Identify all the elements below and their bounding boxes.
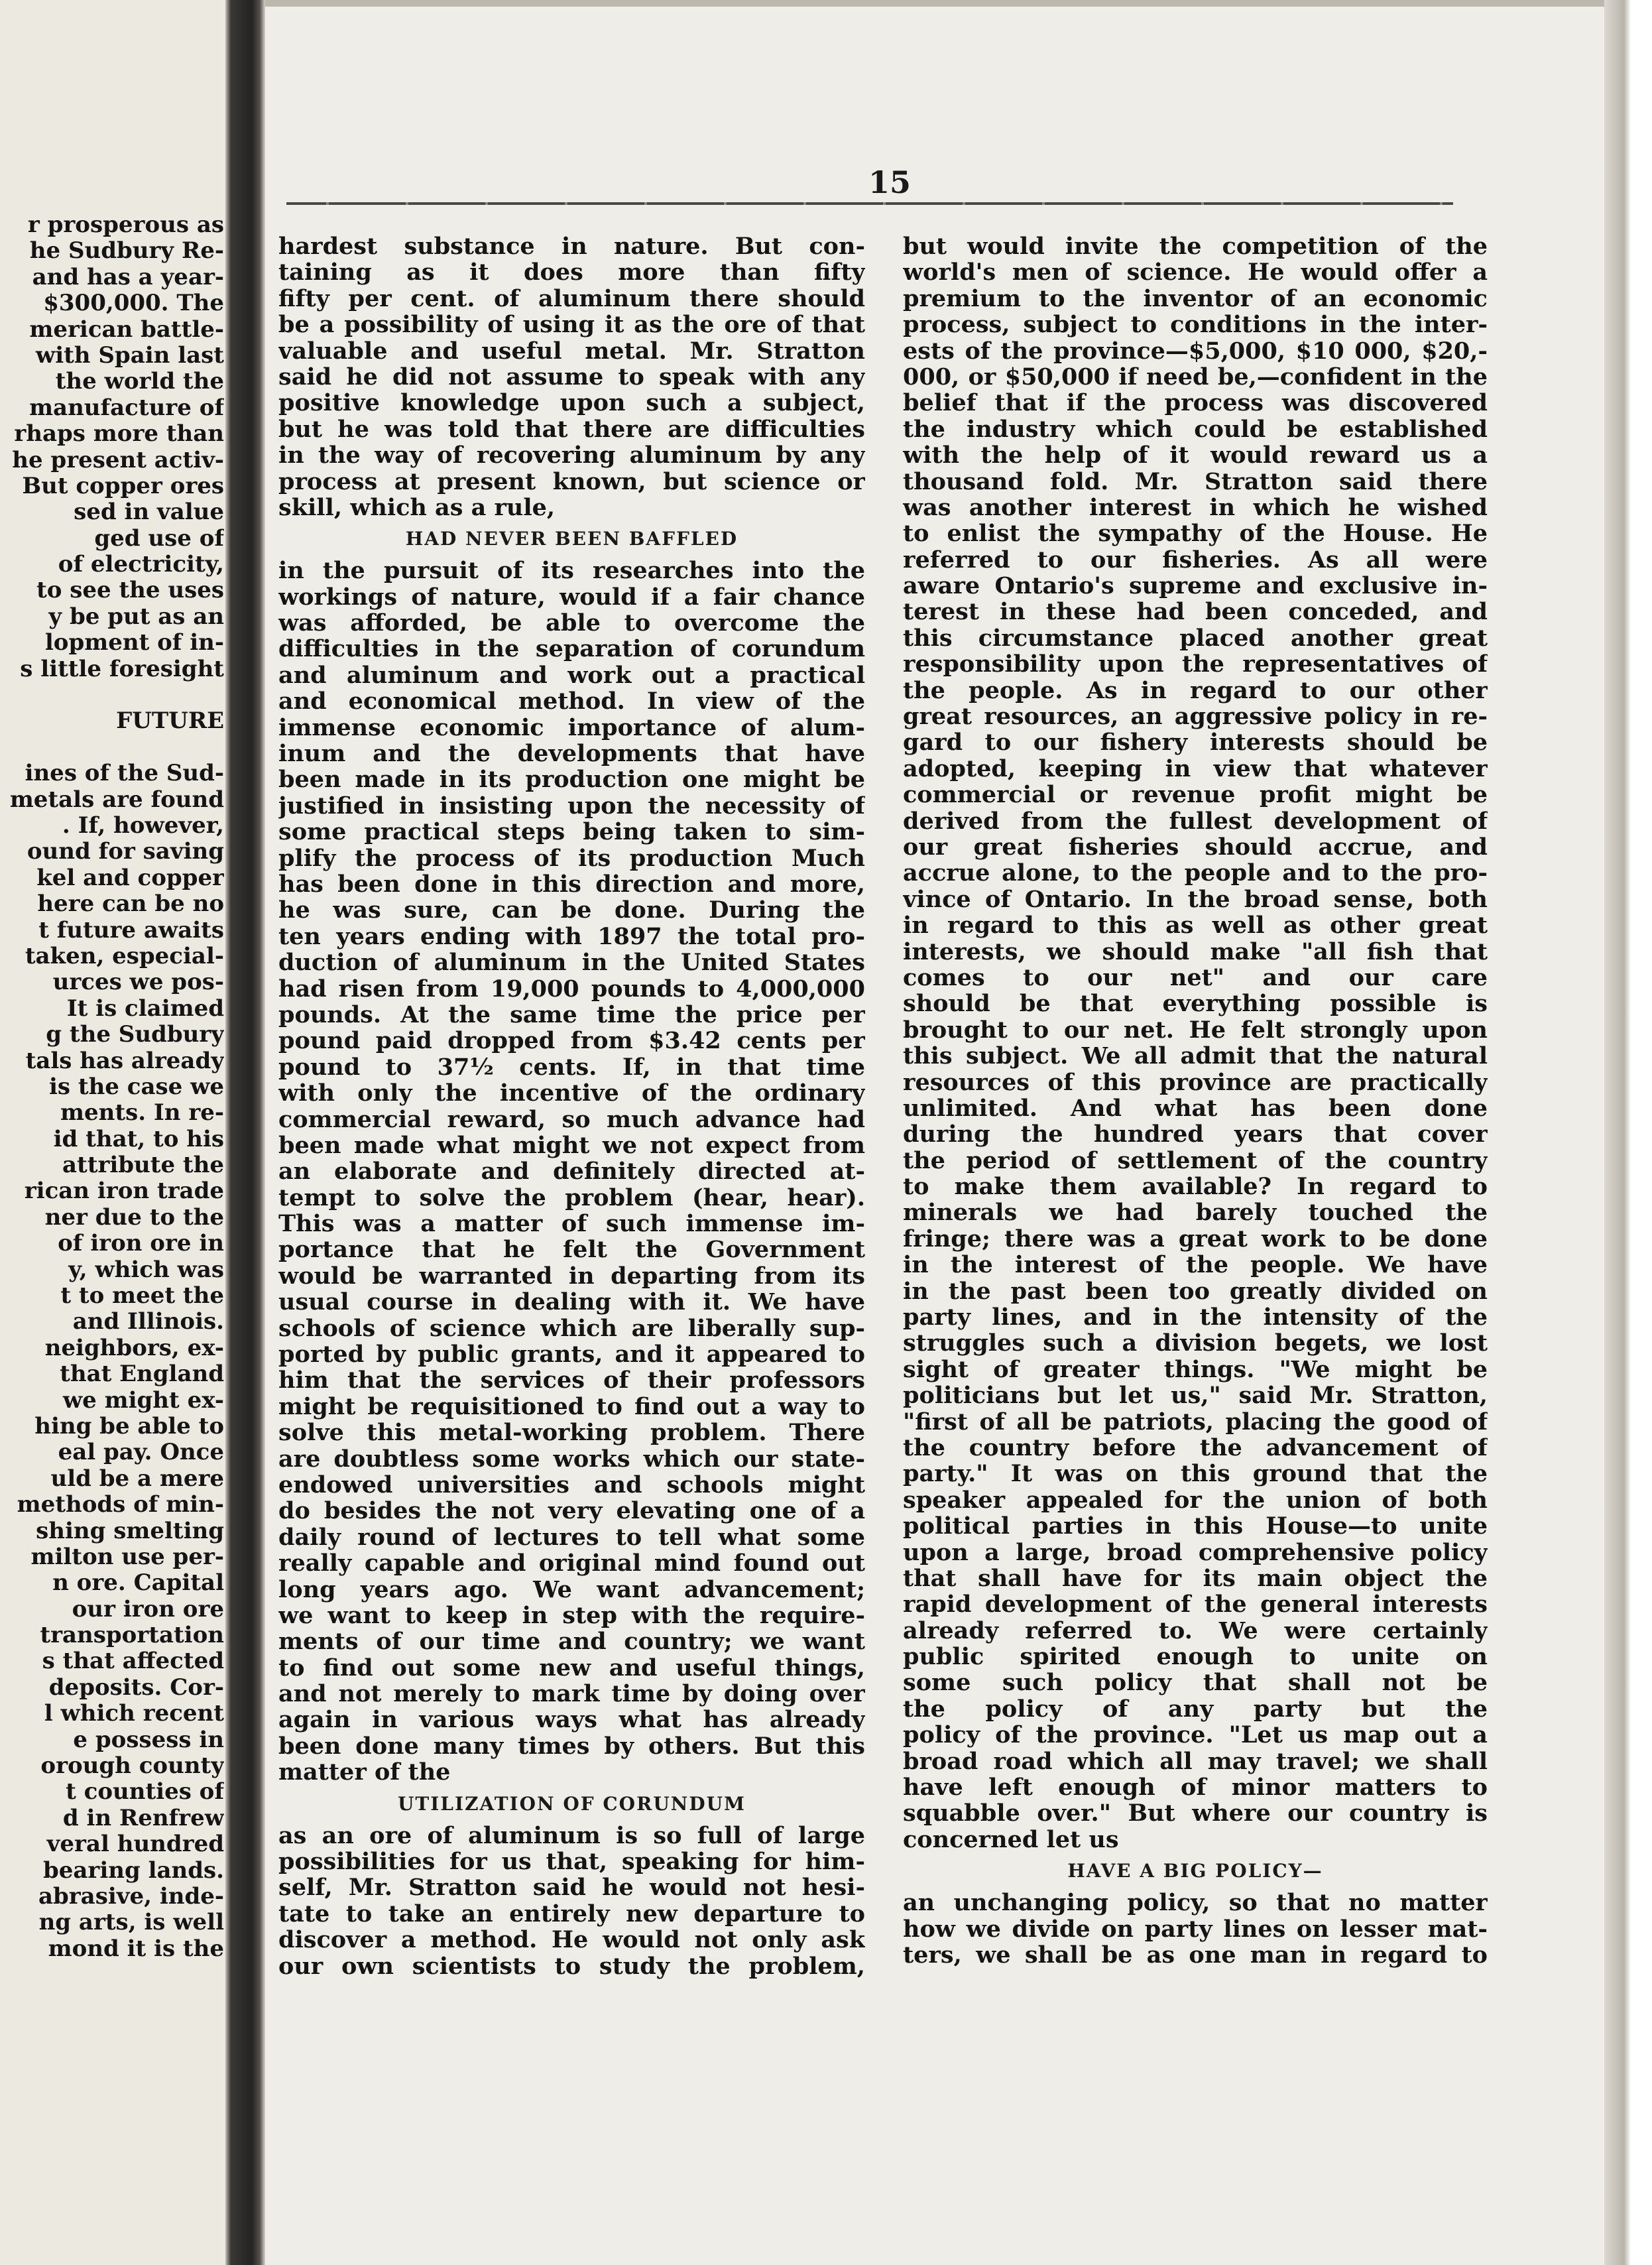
previous-page-column <box>0 212 224 1962</box>
text-line: hardest substance in nature. But con- <box>278 233 865 260</box>
text-line: self, Mr. Stratton said he would not hesi- <box>278 1874 865 1901</box>
text-line: has been done in this direction and more, <box>278 871 865 898</box>
text-line: as an ore of aluminum is so full of large <box>278 1822 865 1849</box>
text-line: tempt to solve the problem (hear, hear). <box>278 1184 865 1211</box>
text-line: pounds. At the same time the price per <box>278 1001 865 1028</box>
text-line: referred to our fisheries. As all were <box>903 546 1488 574</box>
fragment-line: methods of min- <box>17 1492 224 1518</box>
text-line: that shall have for its main object the <box>903 1565 1488 1592</box>
fragment-line: deposits. Cor- <box>48 1674 224 1701</box>
text-line: inum and the developments that have <box>278 741 865 767</box>
text-line: commercial or revenue profit might be <box>903 782 1488 808</box>
text-line: commercial reward, so much advance had <box>278 1106 865 1132</box>
text-line: he was sure, can be done. During the <box>278 897 865 924</box>
text-line: skill, which as a rule, <box>278 494 556 521</box>
text-line: gard to our fishery interests should be <box>903 729 1488 756</box>
text-line: should be that everything possible is <box>903 991 1488 1017</box>
text-line: justified in insisting upon the necessity of <box>278 792 865 820</box>
text-line: resources of this province are practically <box>903 1069 1488 1095</box>
text-line: usual course in dealing with it. We have <box>278 1289 865 1316</box>
text-line: difficulties in the separation of corundum <box>278 636 865 662</box>
text-line: process, subject to conditions in the inter- <box>903 312 1488 338</box>
section-subheading: UTILIZATION OF CORUNDUM <box>397 1792 746 1815</box>
text-line: vince of Ontario. In the broad sense, both <box>903 886 1488 913</box>
text-line: matter of the <box>278 1759 451 1786</box>
fragment-line: manufacture of <box>29 395 224 421</box>
fragment-line: y be put as an <box>48 603 224 630</box>
fragment-line: tals has already <box>25 1048 224 1074</box>
fragment-line: that England <box>60 1361 224 1388</box>
text-line: some such policy that shall not be <box>903 1670 1488 1696</box>
text-line: terest in these had been conceded, and <box>903 599 1488 625</box>
text-line: brought to our net. He felt strongly upon <box>903 1016 1488 1044</box>
fragment-line: lopment of in- <box>44 630 224 656</box>
text-line: our great fisheries should accrue, and <box>903 833 1488 861</box>
fragment-line: rican iron trade <box>24 1178 224 1205</box>
binding-gutter <box>225 0 265 2265</box>
text-line: in the way of recovering aluminum by any <box>278 442 865 469</box>
text-line: broad road which all may travel; we shall <box>903 1748 1488 1775</box>
previous-page-fragment <box>0 0 225 2265</box>
fragment-line: t to meet the <box>60 1283 224 1310</box>
fragment-line: n ore. Capital <box>52 1570 224 1597</box>
fragment-line: ines of the Sud- <box>25 761 224 787</box>
fragment-line: abrasive, inde- <box>38 1884 224 1910</box>
text-line: to make them available? In regard to <box>903 1174 1488 1200</box>
fragment-line: we might ex- <box>62 1387 224 1414</box>
text-line: the country before the advancement of <box>903 1434 1488 1461</box>
text-line: portance that he felt the Government <box>278 1237 865 1263</box>
text-line: possibilities for us that, speaking for him- <box>278 1849 865 1875</box>
text-line: 000, or $50,000 if need be,—confident in the <box>903 363 1488 391</box>
fragment-line: of iron ore in <box>58 1231 224 1257</box>
text-line: political parties in this House—to unite <box>903 1513 1488 1540</box>
text-line: workings of nature, would if a fair chance <box>278 583 865 611</box>
text-line: derived from the fullest development of <box>903 808 1488 834</box>
text-line: process at present known, but science or <box>278 468 865 495</box>
fragment-line: $300,000. The <box>43 290 224 317</box>
text-line: thousand fold. Mr. Stratton said there <box>903 468 1488 495</box>
text-line: been done many times by others. But this <box>278 1733 865 1760</box>
text-line: party." It was on this ground that the <box>903 1461 1488 1487</box>
text-line: fringe; there was a great work to be done <box>903 1225 1488 1253</box>
text-line: been made what might we not expect from <box>278 1132 865 1159</box>
text-line: the industry which could be established <box>903 416 1488 443</box>
text-line: said he did not assume to speak with any <box>278 363 865 391</box>
fragment-line: ged use of <box>94 525 224 552</box>
text-line: premium to the inventor of an economic <box>903 285 1488 312</box>
text-line: endowed universities and schools might <box>278 1471 865 1499</box>
text-line: this circumstance placed another great <box>903 625 1488 652</box>
text-line: an unchanging policy, so that no matter <box>903 1890 1488 1916</box>
fragment-line: the world the <box>55 369 224 395</box>
text-line: ported by public grants, and it appeared to <box>278 1341 865 1368</box>
fragment-line <box>0 735 224 761</box>
text-line: duction of aluminum in the United States <box>278 949 865 976</box>
text-line: might be requisitioned to find out a way to <box>278 1393 865 1420</box>
fragment-line: e possess in <box>73 1727 224 1753</box>
fragment-line: ments. In re- <box>60 1100 224 1127</box>
text-line: but would invite the competition of the <box>903 233 1488 260</box>
fragment-line: But copper ores <box>22 473 224 499</box>
text-line: ten years ending with 1897 the total pro- <box>278 923 865 950</box>
text-line: pound paid dropped from $3.42 cents per <box>278 1028 865 1054</box>
text-line: aware Ontario's supreme and exclusive in- <box>903 573 1488 599</box>
text-line: during the hundred years that cover <box>903 1121 1488 1148</box>
fragment-line <box>0 682 224 708</box>
fragment-line: urces we pos- <box>52 969 224 996</box>
text-line: policy of the province. "Let us map out a <box>903 1722 1488 1748</box>
fragment-line: to see the uses <box>36 578 224 604</box>
fragment-line: merican battle- <box>29 316 224 343</box>
fragment-line: uld be a mere <box>50 1465 224 1492</box>
text-line: upon a large, broad comprehensive policy <box>903 1539 1488 1565</box>
text-line: sight of greater things. "We might be <box>903 1356 1488 1383</box>
text-line: our own scientists to study the problem, <box>278 1953 865 1979</box>
fragment-line: l which recent <box>44 1701 224 1727</box>
fragment-line: taken, especial- <box>25 943 224 969</box>
text-line: adopted, keeping in view that whatever <box>903 755 1488 782</box>
text-line: daily round of lectures to tell what some <box>278 1524 865 1551</box>
text-line: this subject. We all admit that the natural <box>903 1043 1488 1070</box>
text-line: have left enough of minor matters to <box>903 1774 1488 1801</box>
text-line: politicians but let us," said Mr. Stratton, <box>903 1382 1488 1409</box>
fragment-line: eal pay. Once <box>58 1439 224 1466</box>
text-line: the period of settlement of the country <box>903 1147 1488 1174</box>
fragment-line: s little foresight <box>20 656 224 682</box>
fragment-line: id that, to his <box>53 1126 224 1152</box>
fragment-line: r prosperous as <box>27 212 224 238</box>
page-top-edge <box>265 0 1604 7</box>
fragment-line: ng arts, is well <box>38 1910 224 1936</box>
text-line: with the help of it would reward us a <box>903 442 1488 469</box>
fragment-line: t future awaits <box>38 917 224 944</box>
fragment-line: and Illinois. <box>72 1309 224 1335</box>
text-line: belief that if the process was discovered <box>903 390 1488 416</box>
fragment-line: with Spain last <box>35 342 224 369</box>
text-line: already referred to. We were certainly <box>903 1617 1488 1644</box>
text-line: in the interest of the people. We have <box>903 1252 1488 1278</box>
text-line: interests, we should make "all fish that <box>903 938 1488 965</box>
fragment-line: kel and copper <box>36 865 224 891</box>
fragment-line: he present activ- <box>12 447 224 473</box>
text-line: fifty per cent. of aluminum there should <box>278 285 865 312</box>
text-line: had risen from 19,000 pounds to 4,000,000 <box>278 975 865 1002</box>
text-line: plify the process of its production Much <box>278 845 865 871</box>
text-line: are doubtless some works which our state- <box>278 1445 865 1472</box>
fragment-line: is the case we <box>48 1073 224 1100</box>
fragment-line: g the Sudbury <box>46 1022 224 1048</box>
fragment-line: of electricity, <box>58 552 224 578</box>
fragment-line: orough county <box>40 1753 224 1780</box>
fragment-line: shing smelting <box>36 1518 224 1544</box>
fragment-line: bearing lands. <box>42 1857 224 1884</box>
text-line: This was a matter of such immense im- <box>278 1211 865 1237</box>
text-line: immense economic importance of alum- <box>278 714 865 741</box>
text-line: and aluminum and work out a practical <box>278 662 865 689</box>
text-line: and not merely to mark time by doing over <box>278 1681 865 1707</box>
text-line: to enlist the sympathy of the House. He <box>903 520 1488 547</box>
fragment-line: FUTURE <box>116 708 224 735</box>
text-line: valuable and useful metal. Mr. Stratton <box>278 337 865 364</box>
fragment-line: and has a year- <box>32 264 224 290</box>
text-line: do besides the not very elevating one of a <box>278 1498 865 1524</box>
fragment-line: transportation <box>40 1622 224 1649</box>
text-line: unlimited. And what has been done <box>903 1095 1488 1122</box>
text-line: world's men of science. He would offer a <box>903 259 1488 286</box>
text-line: accrue alone, to the people and to the pro- <box>903 860 1488 887</box>
text-line: the policy of any party but the <box>903 1695 1488 1723</box>
fragment-line: sed in value <box>74 499 224 526</box>
text-line: public spirited enough to unite on <box>903 1644 1488 1670</box>
fragment-line: neighbors, ex- <box>44 1335 224 1361</box>
text-line: again in various ways what has already <box>278 1707 865 1733</box>
fragment-line: here can be no <box>37 891 224 918</box>
text-line: struggles such a division begets, we lost <box>903 1330 1488 1357</box>
fragment-line: attribute the <box>62 1152 224 1179</box>
text-line: him that the services of their professors <box>278 1367 865 1394</box>
text-line: pound to 37½ cents. If, in that time <box>278 1054 865 1081</box>
text-line: ments of our time and country; we want <box>278 1628 865 1655</box>
text-line: comes to our net" and our care <box>903 964 1488 991</box>
text-line: with only the incentive of the ordinary <box>278 1080 865 1107</box>
text-line: positive knowledge upon such a subject, <box>278 390 865 416</box>
text-line: an elaborate and definitely directed at- <box>278 1158 865 1185</box>
fragment-line: y, which was <box>68 1256 224 1283</box>
fragment-line: s that affected <box>42 1648 224 1675</box>
fragment-line: t counties of <box>66 1779 224 1806</box>
text-line: how we divide on party lines on lesser mat- <box>903 1916 1488 1942</box>
fragment-line: . If, however, <box>62 812 224 839</box>
text-line: squabble over." But where our country is <box>903 1800 1488 1827</box>
fragment-line: metals are found <box>9 786 224 813</box>
text-line: speaker appealed for the union of both <box>903 1487 1488 1514</box>
section-subheading: HAD NEVER BEEN BAFFLED <box>405 528 738 550</box>
fragment-line: rhaps more than <box>14 421 224 448</box>
text-line: ests of the province—$5,000, $10 000, $20,- <box>903 337 1488 364</box>
text-line: ters, we shall be as one man in regard to <box>903 1942 1488 1969</box>
text-line: we want to keep in step with the require- <box>278 1602 865 1629</box>
text-line: in the pursuit of its researches into the <box>278 558 865 584</box>
text-line: solve this metal-working problem. There <box>278 1420 865 1446</box>
fragment-line: mond it is the <box>48 1935 224 1962</box>
text-line: schools of science which are liberally sup- <box>278 1315 865 1342</box>
article-column-1 <box>278 233 865 1979</box>
text-line: some practical steps being taken to sim- <box>278 819 865 845</box>
text-line: but he was told that there are difficulties <box>278 416 865 443</box>
text-line: really capable and original mind found out <box>278 1550 865 1577</box>
fragment-line: It is claimed <box>66 995 224 1022</box>
fragment-line: veral hundred <box>46 1831 224 1858</box>
text-line: tate to take an entirely new departure to <box>278 1900 865 1928</box>
fragment-line: he Sudbury Re- <box>29 238 224 265</box>
article-column-2 <box>903 233 1488 1968</box>
text-line: and economical method. In view of the <box>278 688 865 715</box>
text-line: to find out some new and useful things, <box>278 1654 865 1682</box>
section-subheading: HAVE A BIG POLICY— <box>1067 1860 1323 1882</box>
text-line: in regard to this as well as other great <box>903 912 1488 939</box>
header-rule <box>286 202 1453 205</box>
text-line: be a possibility of using it as the ore of that <box>278 312 865 338</box>
text-line: long years ago. We want advancement; <box>278 1576 865 1603</box>
fragment-line: milton use per- <box>30 1544 224 1570</box>
text-line: discover a method. He would not only ask <box>278 1927 865 1953</box>
text-line: would be warranted in departing from its <box>278 1262 865 1290</box>
text-line: rapid development of the general interests <box>903 1591 1488 1618</box>
text-line: the people. As in regard to our other <box>903 677 1488 704</box>
page-right-edge <box>1604 0 1652 2265</box>
text-line: responsibility upon the representatives of <box>903 651 1488 678</box>
page-number: 15 <box>868 164 912 200</box>
text-line: was afforded, be able to overcome the <box>278 610 865 637</box>
fragment-line: hing be able to <box>34 1413 224 1439</box>
text-line: in the past been too greatly divided on <box>903 1278 1488 1305</box>
fragment-line: ner due to the <box>44 1204 224 1231</box>
text-line: minerals we had barely touched the <box>903 1199 1488 1226</box>
text-line: concerned let us <box>903 1826 1119 1853</box>
text-line: great resources, an aggressive policy in re- <box>903 704 1488 730</box>
text-line: taining as it does more than fifty <box>278 259 865 286</box>
text-line: party lines, and in the intensity of the <box>903 1304 1488 1331</box>
text-line: been made in its production one might be <box>278 766 865 793</box>
fragment-line: ound for saving <box>27 839 224 865</box>
fragment-line: d in Renfrew <box>62 1805 224 1831</box>
text-line: was another interest in which he wished <box>903 494 1488 521</box>
fragment-line: our iron ore <box>72 1596 224 1622</box>
text-line: "first of all be patriots, placing the good of <box>903 1408 1488 1435</box>
